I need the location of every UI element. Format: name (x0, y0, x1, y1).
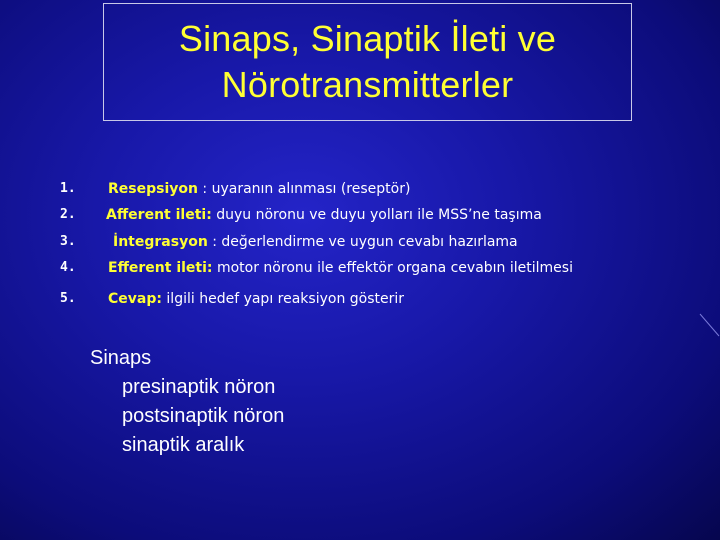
list-number: 1. (60, 181, 76, 196)
list-item-1 (0, 175, 720, 203)
title-box (103, 3, 632, 121)
term-description: : uyaranın alınması (reseptör) (197, 181, 411, 197)
term-description: duyu nöronu ve duyu yolları ile MSS’ne taşıma (211, 207, 542, 223)
list-number: 4. (60, 260, 76, 275)
list-number: 3. (60, 234, 76, 249)
term-description: : değerlendirme ve uygun cevabı hazırlama (207, 234, 518, 250)
term-label: Efferent ileti: (108, 260, 213, 276)
list-text (113, 228, 518, 256)
list-text (108, 254, 573, 282)
list-item-3 (0, 228, 720, 256)
sinaps-block (90, 344, 284, 460)
list-number: 2. (60, 207, 76, 222)
sinaps-item: sinaptik aralık (122, 434, 245, 456)
term-description: ilgili hedef yapı reaksiyon gösterir (161, 291, 405, 307)
sinaps-item: postsinaptik nöron (122, 405, 285, 427)
list-item-4 (0, 254, 720, 282)
list-item-2 (0, 201, 720, 229)
sinaps-item: presinaptik nöron (122, 376, 276, 398)
term-label: Cevap: (108, 291, 162, 307)
term-label: Resepsiyon (108, 181, 198, 197)
slide-title-line-1: Sinaps, Sinaptik İleti ve (178, 18, 557, 59)
sinaps-heading: Sinaps (90, 347, 152, 369)
slide-title-line-2: Nörotransmitterler (221, 64, 514, 105)
list-number: 5. (60, 291, 76, 306)
decorative-line (698, 312, 720, 338)
term-label: İntegrasyon (113, 234, 208, 250)
list-text (108, 285, 404, 313)
term-label: Afferent ileti: (106, 207, 212, 223)
list-item-5 (0, 285, 720, 313)
list-text (108, 175, 410, 203)
list-text (106, 201, 542, 229)
term-description: motor nöronu ile effektör organa cevabın iletilmesi (212, 260, 573, 276)
